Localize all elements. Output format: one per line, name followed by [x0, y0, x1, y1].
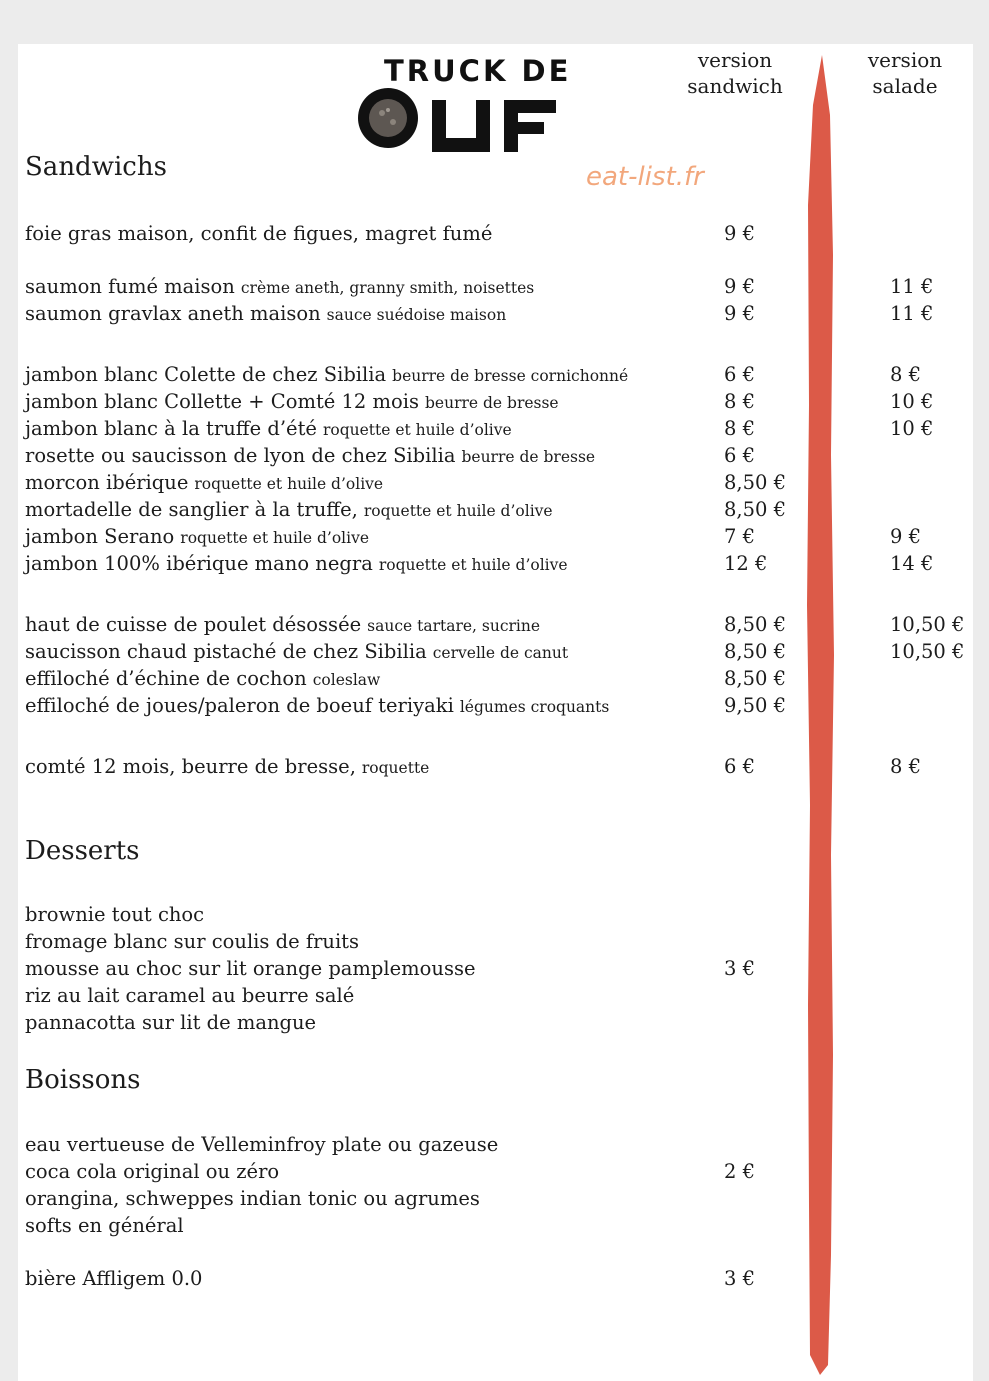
sandwich-name: saucisson chaud pistaché de chez Sibilia — [25, 640, 427, 663]
salad-price: 10 € — [890, 390, 934, 413]
softs-price: 2 € — [724, 1160, 756, 1183]
drink-item-beer: bière Affligem 0.0 — [25, 1267, 203, 1290]
sandwich-price: 8 € — [724, 390, 756, 413]
sandwich-description: beurre de bresse cornichonné — [392, 367, 629, 385]
sandwich-price: 9 € — [724, 275, 756, 298]
salad-price: 14 € — [890, 552, 934, 575]
sandwich-price: 8,50 € — [724, 498, 787, 521]
sandwich-item — [25, 552, 568, 575]
sandwich-description: beurre de bresse — [425, 394, 559, 412]
sandwich-item — [25, 471, 383, 494]
sandwich-item — [25, 525, 369, 548]
sandwich-name: effiloché de joues/paleron de boeuf teriyaki — [25, 694, 454, 717]
sandwich-description: crème aneth, granny smith, noisettes — [240, 279, 535, 297]
sandwich-description: cervelle de canut — [432, 644, 569, 662]
drink-item: orangina, schweppes indian tonic ou agrumes — [25, 1187, 480, 1210]
sandwich-item — [25, 275, 534, 298]
sandwich-price: 8,50 € — [724, 667, 787, 690]
sandwich-description: légumes croquants — [459, 698, 610, 716]
dessert-item: mousse au choc sur lit orange pamplemousse — [25, 957, 476, 980]
sandwich-description: roquette et huile d’olive — [180, 529, 370, 547]
sandwich-name: jambon blanc Collette + Comté 12 mois — [25, 390, 419, 413]
sandwich-description: beurre de bresse — [461, 448, 596, 466]
section-title-boissons: Boissons — [25, 1065, 141, 1095]
sandwich-item — [25, 613, 540, 636]
salad-price: 8 € — [890, 755, 922, 778]
sandwich-description: roquette et huile d’olive — [194, 475, 384, 493]
sandwich-item — [25, 755, 429, 778]
sandwich-name: jambon 100% ibérique mano negra — [25, 552, 373, 575]
sandwich-item — [25, 640, 568, 663]
sandwich-price: 9 € — [724, 302, 756, 325]
sandwich-name: jambon blanc à la truffe d’été — [25, 417, 317, 440]
sandwich-price: 6 € — [724, 363, 756, 386]
drink-item: eau vertueuse de Velleminfroy plate ou gazeuse — [25, 1133, 499, 1156]
salad-price: 9 € — [890, 525, 922, 548]
sandwich-description: sauce suédoise maison — [326, 306, 507, 324]
sandwich-name: saumon gravlax aneth maison — [25, 302, 321, 325]
sandwich-price: 8 € — [724, 417, 756, 440]
sandwich-item — [25, 667, 380, 690]
sandwich-price: 6 € — [724, 755, 756, 778]
sandwich-price: 8,50 € — [724, 471, 787, 494]
salad-price: 10 € — [890, 417, 934, 440]
brand-name — [360, 120, 361, 121]
sandwich-item — [25, 363, 628, 386]
sandwich-item — [25, 444, 595, 467]
sandwich-item — [25, 390, 559, 413]
sandwich-price: 8,50 € — [724, 613, 787, 636]
dessert-item: riz au lait caramel au beurre salé — [25, 984, 355, 1007]
beer-price: 3 € — [724, 1267, 756, 1290]
sandwich-name: jambon Serano — [25, 525, 175, 548]
salad-price: 11 € — [890, 302, 934, 325]
salad-price: 10,50 € — [890, 640, 965, 663]
sandwich-price: 9,50 € — [724, 694, 787, 717]
brand-line1: TRUCK DE — [384, 54, 572, 88]
section-title-sandwichs: Sandwichs — [25, 152, 167, 182]
sandwich-item — [25, 417, 512, 440]
sandwich-name: comté 12 mois, beurre de bresse, — [25, 755, 356, 778]
salad-price: 8 € — [890, 363, 922, 386]
sandwich-name: jambon blanc Colette de chez Sibilia — [25, 363, 387, 386]
sandwich-price: 12 € — [724, 552, 768, 575]
salad-price: 11 € — [890, 275, 934, 298]
sandwich-description: sauce tartare, sucrine — [367, 617, 541, 635]
brand-logo-mark — [352, 80, 560, 154]
sandwich-item — [25, 302, 506, 325]
sandwich-name: mortadelle de sanglier à la truffe, — [25, 498, 358, 521]
sandwich-item — [25, 222, 498, 245]
sandwich-description: coleslaw — [312, 671, 381, 689]
sandwich-description: roquette et huile d’olive — [322, 421, 512, 439]
sandwich-item — [25, 694, 609, 717]
red-divider-stroke — [800, 55, 844, 1375]
sandwich-description: roquette et huile d’olive — [378, 556, 568, 574]
sandwich-price: 8,50 € — [724, 640, 787, 663]
dessert-item: pannacotta sur lit de mangue — [25, 1011, 317, 1034]
sandwich-item — [25, 498, 553, 521]
sandwich-price: 9 € — [724, 222, 756, 245]
sandwich-description: roquette — [361, 759, 430, 777]
sandwich-name: morcon ibérique — [25, 471, 189, 494]
sandwich-name: foie gras maison, confit de figues, magret fumé — [25, 222, 493, 245]
sandwich-name: haut de cuisse de poulet désossée — [25, 613, 362, 636]
section-title-desserts: Desserts — [25, 836, 140, 866]
dessert-price: 3 € — [724, 957, 756, 980]
dessert-item: fromage blanc sur coulis de fruits — [25, 930, 360, 953]
dessert-item: brownie tout choc — [25, 903, 205, 926]
column-header-salad: version salade — [867, 48, 943, 98]
sandwich-name: effiloché d’échine de cochon — [25, 667, 307, 690]
drink-item: softs en général — [25, 1214, 184, 1237]
sandwich-price: 7 € — [724, 525, 756, 548]
salad-price: 10,50 € — [890, 613, 965, 636]
sandwich-name: saumon fumé maison — [25, 275, 235, 298]
sandwich-description: roquette et huile d’olive — [363, 502, 553, 520]
sandwich-price: 6 € — [724, 444, 756, 467]
drink-item: coca cola original ou zéro — [25, 1160, 280, 1183]
watermark: eat-list.fr — [586, 162, 704, 192]
column-header-sandwich: version sandwich — [687, 48, 783, 98]
sandwich-name: rosette ou saucisson de lyon de chez Sibilia — [25, 444, 456, 467]
